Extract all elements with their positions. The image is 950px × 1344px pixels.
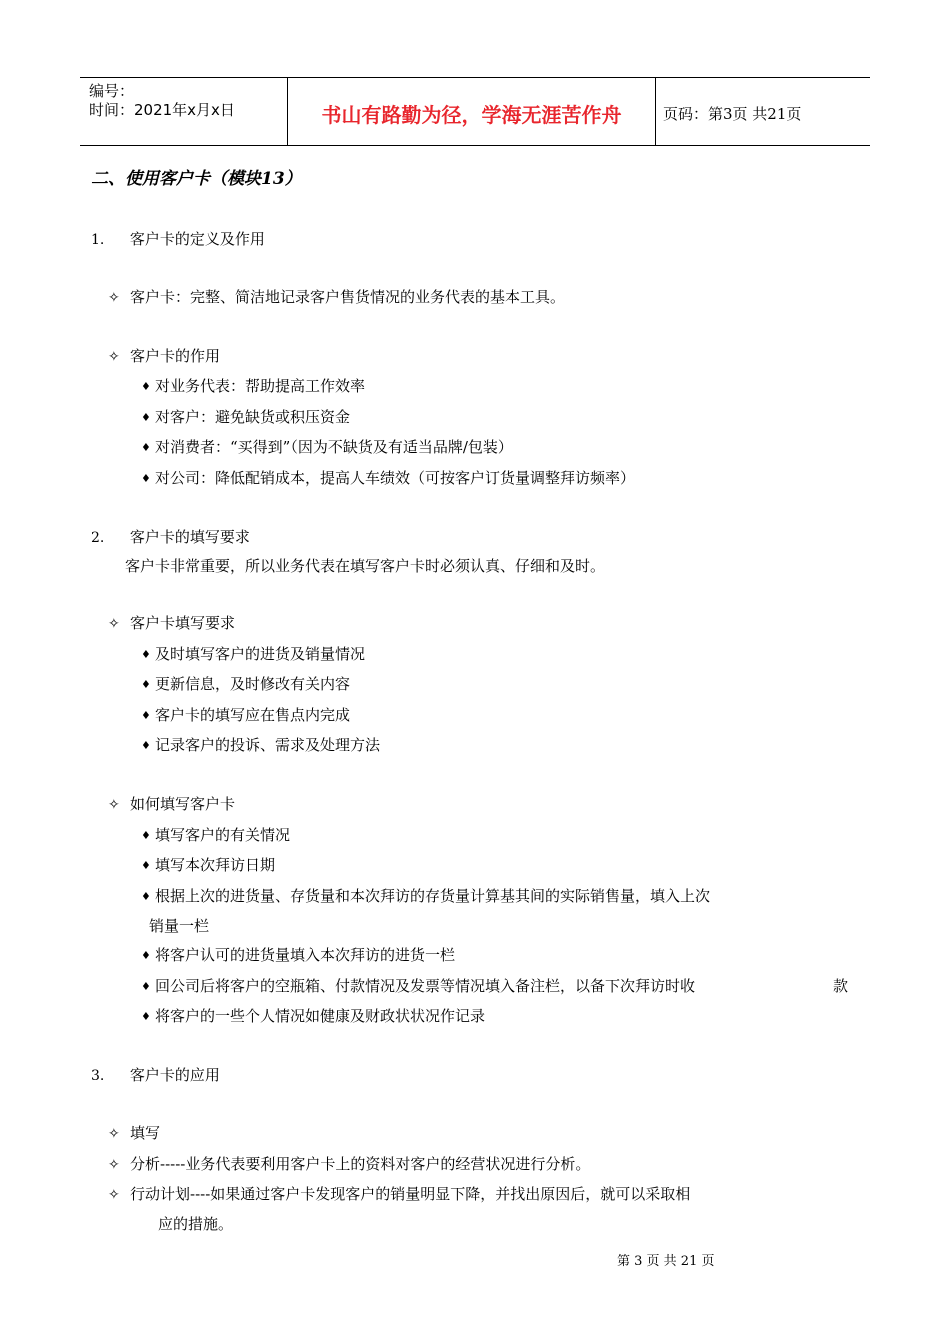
list-item: ♦ 回公司后将客户的空瓶箱、付款情况及发票等情况填入备注栏，以备下次拜访时收	[141, 977, 696, 995]
header-motto-cell	[287, 78, 656, 145]
bullet-icon: ♦	[141, 441, 151, 454]
number-label: 编号：	[89, 82, 135, 100]
diamond-icon: ✧	[108, 1157, 120, 1173]
list-item: ♦ 对业务代表：帮助提高工作效率	[141, 377, 366, 395]
list-item: ✧ 客户卡的作用	[108, 347, 221, 365]
list-item: ♦ 记录客户的投诉、需求及处理方法	[141, 736, 381, 754]
bullet-icon: ♦	[141, 859, 151, 872]
bullet-icon: ♦	[141, 980, 151, 993]
list-item-continuation: 销量一栏	[149, 917, 210, 935]
header-meta-cell	[80, 78, 287, 145]
list-item: ✧ 如何填写客户卡	[108, 795, 236, 813]
section-2-heading	[91, 527, 250, 548]
bullet-icon: ♦	[141, 472, 151, 485]
list-item-continuation: 款	[833, 977, 849, 995]
bullet-icon: ♦	[141, 739, 151, 752]
section-2-intro: 客户卡非常重要，所以业务代表在填写客户卡时必须认真、仔细和及时。	[125, 557, 606, 575]
list-item: ♦ 客户卡的填写应在售点内完成	[141, 706, 351, 724]
diamond-icon: ✧	[108, 797, 120, 813]
motto: 书山有路勤为径，学海无涯苦作舟	[321, 103, 622, 127]
list-item: ♦ 及时填写客户的进货及销量情况	[141, 645, 366, 663]
list-item: ♦ 将客户的一些个人情况如健康及财政状状况作记录	[141, 1007, 486, 1025]
diamond-icon: ✧	[108, 290, 120, 306]
diamond-icon: ✧	[108, 616, 120, 632]
section-1-heading	[91, 229, 265, 250]
list-item: ♦ 对客户：避免缺货或积压资金	[141, 408, 351, 426]
bullet-icon: ♦	[141, 1010, 151, 1023]
list-item: ✧ 客户卡填写要求	[108, 614, 236, 632]
heading-text: 客户卡的应用	[129, 1066, 220, 1084]
bullet-icon: ♦	[141, 380, 151, 393]
list-item: ♦ 更新信息，及时修改有关内容	[141, 675, 351, 693]
list-item: ♦ 将客户认可的进货量填入本次拜访的进货一栏	[141, 946, 456, 964]
list-item: ✧ 行动计划----如果通过客户卡发现客户的销量明显下降，并找出原因后，就可以采取相	[108, 1185, 691, 1203]
section-number: 1.	[91, 232, 105, 248]
bullet-icon: ♦	[141, 829, 151, 842]
header-page-cell	[655, 78, 870, 145]
list-item: ♦ 填写本次拜访日期	[141, 856, 276, 874]
diamond-icon: ✧	[108, 349, 120, 365]
list-item: ♦ 填写客户的有关情况	[141, 826, 291, 844]
bullet-icon: ♦	[141, 949, 151, 962]
list-item: ✧ 客户卡：完整、简洁地记录客户售货情况的业务代表的基本工具。	[108, 288, 566, 306]
list-item: ♦ 根据上次的进货量、存货量和本次拜访的存货量计算基其间的实际销售量，填入上次	[141, 887, 711, 905]
list-item: ✧ 分析-----业务代表要利用客户卡上的资料对客户的经营状况进行分析。	[108, 1155, 591, 1173]
section-title: 二、使用客户卡（模块13）	[91, 169, 302, 189]
list-item-continuation: 应的措施。	[158, 1215, 234, 1233]
bullet-icon: ♦	[141, 890, 151, 903]
bullet-icon: ♦	[141, 411, 151, 424]
time-label: 时间：2021年x月x日	[89, 101, 235, 119]
section-3-heading	[91, 1065, 220, 1086]
page-header	[80, 77, 870, 146]
heading-text: 客户卡的定义及作用	[129, 230, 265, 248]
diamond-icon: ✧	[108, 1126, 120, 1142]
list-item: ♦ 对公司：降低配销成本，提高人车绩效（可按客户订货量调整拜访频率）	[141, 469, 636, 487]
bullet-icon: ♦	[141, 648, 151, 661]
diamond-icon: ✧	[108, 1187, 120, 1203]
heading-text: 客户卡的填写要求	[129, 528, 250, 546]
section-number: 3.	[91, 1068, 105, 1084]
bullet-icon: ♦	[141, 709, 151, 722]
bullet-icon: ♦	[141, 678, 151, 691]
page-footer: 第 3 页 共 21 页	[617, 1254, 715, 1269]
list-item: ✧ 填写	[108, 1124, 161, 1142]
list-item: ♦ 对消费者：“买得到”（因为不缺货及有适当品牌/包装）	[141, 438, 513, 456]
page-label: 页码：第3页 共21页	[663, 105, 802, 123]
section-number: 2.	[91, 530, 105, 546]
